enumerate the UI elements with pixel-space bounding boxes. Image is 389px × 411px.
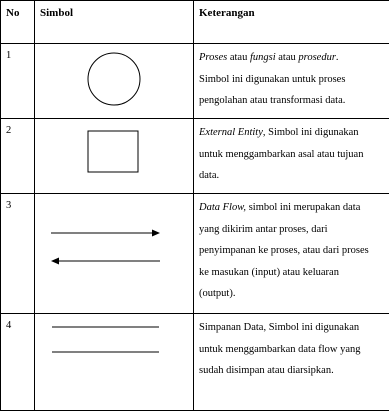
table-row [1, 44, 389, 119]
table-row [1, 314, 389, 411]
symbol-cell [35, 194, 194, 314]
row-number: 4 [1, 314, 35, 411]
data-store-icon [35, 314, 194, 404]
header-row [1, 1, 389, 44]
description-line: Simbol ini digunakan untuk proses [199, 69, 389, 91]
description-line: Proses atau fungsi atau prosedur. [199, 47, 389, 69]
description-line: pengolahan atau transformasi data. [199, 90, 389, 112]
description-line: External Entity, Simbol ini digunakan [199, 122, 389, 144]
description-line: untuk menggambarkan asal atau tujuan [199, 144, 389, 166]
symbol-cell [35, 314, 194, 411]
row-number: 3 [1, 194, 35, 314]
description-line: data. [199, 165, 389, 187]
description-cell [194, 119, 389, 194]
table-row [1, 119, 389, 194]
header-description: Keterangan [194, 1, 389, 44]
description-cell [194, 314, 389, 411]
description-line: untuk menggambarkan data flow yang [199, 339, 389, 361]
row-number: 1 [1, 44, 35, 119]
symbol-cell [35, 44, 194, 119]
arrows-icon [35, 194, 194, 307]
description-line: penyimpanan ke proses, atau dari proses [199, 240, 389, 262]
description-line: sudah disimpan atau diarsipkan. [199, 360, 389, 382]
description-line: ke masukan (input) atau keluaran [199, 262, 389, 284]
row-number: 2 [1, 119, 35, 194]
description-line: (output). [199, 283, 389, 305]
table-row [1, 194, 389, 314]
symbol-cell [35, 119, 194, 194]
header-symbol: Simbol [35, 1, 194, 44]
description-cell [194, 44, 389, 119]
circle-icon [35, 44, 194, 112]
description-line: Simpanan Data, Simbol ini digunakan [199, 317, 389, 339]
description-line: Data Flow, simbol ini merupakan data [199, 197, 389, 219]
rectangle-icon [35, 119, 194, 187]
header-no: No [1, 1, 35, 44]
description-line: yang dikirim antar proses, dari [199, 219, 389, 241]
description-cell [194, 194, 389, 314]
